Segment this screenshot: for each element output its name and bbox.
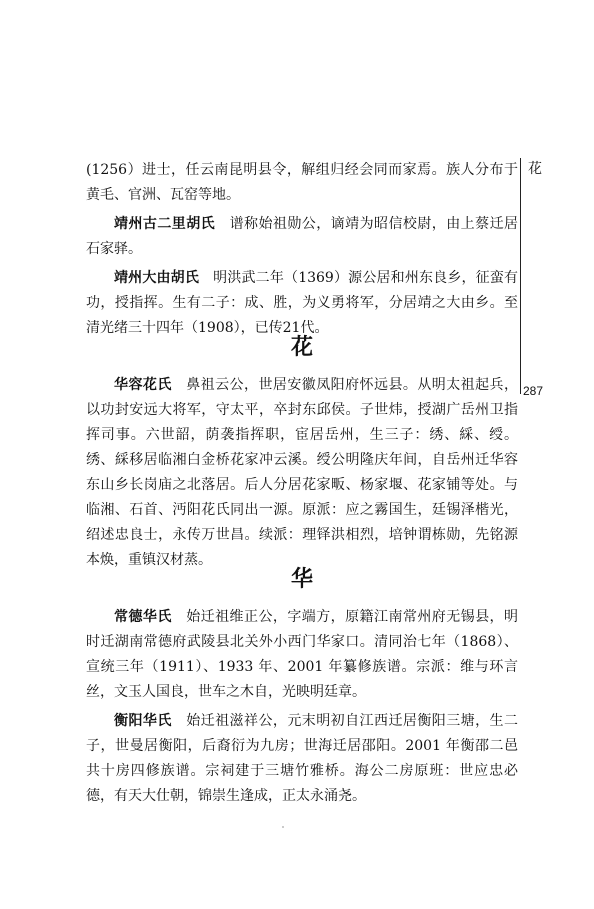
section-heading: 华 [290, 567, 313, 592]
paragraph-text: 鼻祖云公，世居安徽凤阳府怀远县。从明太祖起兵，以功封安远大将军，守太平，卒封东邱侯。子世炜，授湖广岳州卫指挥司事。六世韶，荫袭指挥职，宦居岳州，生三子：绣、綵、绶。绣、綵移居临湘白金桥花家冲云溪。绶公明隆庆年间，自岳州迁华容东山乡长岗庙之北落居。后人分居花家畈、杨家堰、花家铺等处。与临湘、石首、沔阳花氏同出一源。原派：应之霧国生，廷锡泽楷光，绍述忠良士，永传万世昌。续派：理铎洪相烈，培钟谓栋勋，先铭源本焕，重镇汉材蒸。 [86, 377, 519, 568]
entry-title: 衡阳华氏 [114, 713, 172, 729]
entry-title: 靖州大由胡氏 [114, 270, 200, 286]
paragraph-text: 始迁祖滋祥公，元末明初自江西迁居衡阳三塘，生二子，世曼居衡阳，后裔衍为九房；世海迁居邵阳。2001 年衡邵二邑共十房四修族谱。宗祠建于三塘竹雅桥。海公二房原班：世应忠必德，有天大仕朝，锦崇生逢成，正太永涌尧。 [86, 713, 519, 804]
paragraph [86, 709, 518, 809]
text-block-3 [86, 605, 518, 809]
margin-rule [520, 158, 521, 394]
paragraph-text: 谱称始祖勋公，谪靖为昭信校尉，由上蔡迁居石家驿。 [86, 216, 519, 257]
side-header-char: 花 [528, 161, 542, 177]
paragraph-text: 明洪武二年（1369）源公居和州东良乡，征蛮有功，授指挥。生有二子：成、胜，为义勇将军，分居靖之大由乡。至清光绪三十四年（1908），已传21代。 [86, 270, 518, 336]
entry-title: 华容花氏 [114, 377, 172, 393]
paragraph [86, 266, 518, 341]
paragraph-text: 始迁祖维正公，字端方，原籍江南常州府无锡县，明时迁湖南常德府武陵县北关外小西门华家口。清同治七年（1868）、宣统三年（1911）、1933 年、2001 年纂修族谱。宗派：维与环言丝，文玉人国良，世车之木自，光映明廷章。 [86, 609, 519, 700]
section-heading: 花 [290, 335, 313, 360]
text-block-2 [86, 373, 518, 573]
paragraph [86, 605, 518, 705]
scan-speck [282, 826, 284, 828]
paragraph [86, 212, 518, 262]
paragraph [86, 158, 518, 208]
entry-title: 靖州古二里胡氏 [114, 216, 216, 232]
text-block-1 [86, 158, 518, 341]
paragraph-text: (1256）进士，任云南昆明县令，解组归经会同而家焉。族人分布于黄毛、官洲、瓦窑等地。 [86, 162, 518, 203]
entry-title: 常德华氏 [114, 609, 172, 625]
page-number: 287 [523, 384, 544, 398]
paragraph [86, 373, 518, 573]
